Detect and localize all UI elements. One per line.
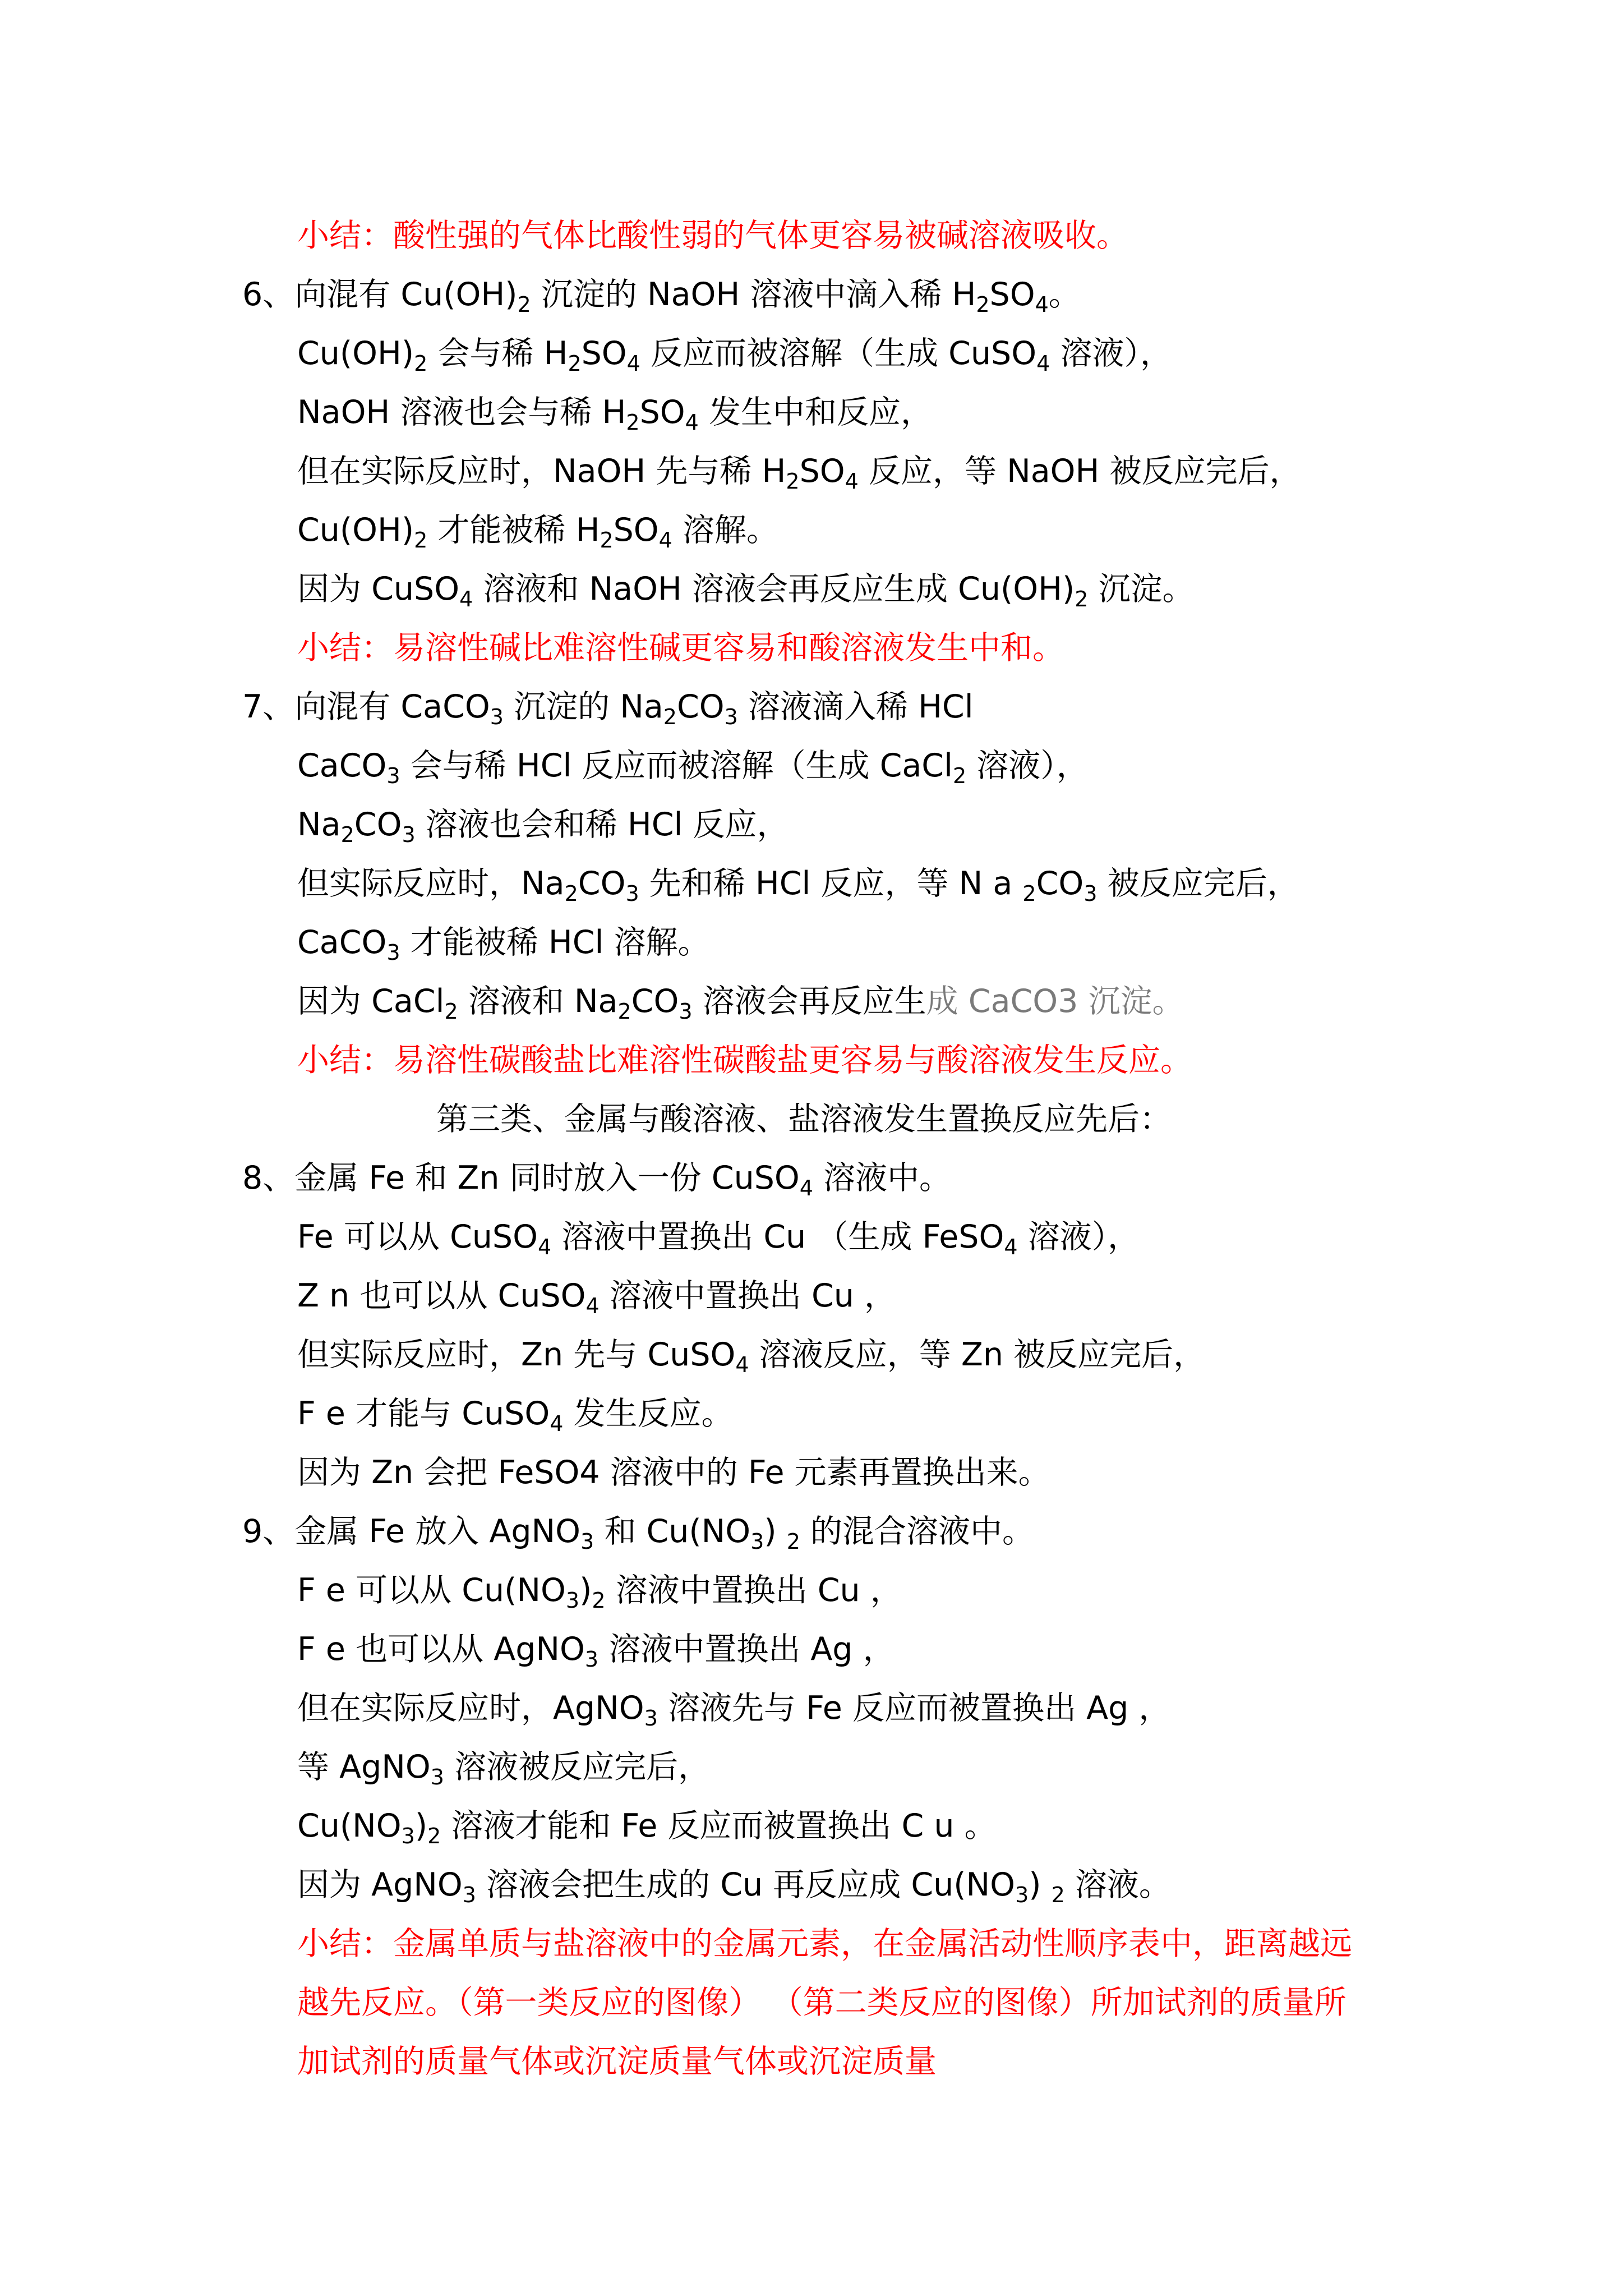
question-6-line-1: $Cu(OH)_2$ 会与稀 $H_2SO_4$ 反应而被溶解（生成 CuSO$_4$ 溶液）， xyxy=(297,335,1172,376)
summary-line-9a: 小结：金属单质与盐溶液中的金属元素，在金属活动性顺序表中，距离越远 xyxy=(297,1925,1352,1962)
question-7-heading: 7、向混有 CaCO$_3$ 沉淀的 $Na_2CO_3$ 溶液滴入稀 HCl xyxy=(242,688,974,729)
question-9-line-6: 因为 AgNO$_3$ 溶液会把生成的 Cu 再反应成 $Cu(NO_3)$ $_2$ 溶液。 xyxy=(297,1866,1171,1907)
question-7-line-4: CaCO$_3$ 才能被稀 HCl 溶解。 xyxy=(297,924,710,965)
question-8-line-2: Z n 也可以从 CuSO$_4$ 溶液中置换出 Cu ， xyxy=(297,1277,896,1318)
question-9-line-4: 等 AgNO$_3$ 溶液被反应完后， xyxy=(297,1749,711,1789)
question-7-line-2: $Na_2CO_3$ 溶液也会和稀 HCl 反应， xyxy=(297,806,789,847)
question-9-heading: 9、金属 Fe 放入 AgNO$_3$ 和 $Cu(NO_3)$ $_2$ 的混合溶液中。 xyxy=(242,1513,1034,1554)
summary-line-7: 小结：易溶性碳酸盐比难溶性碳酸盐更容易与酸溶液发生反应。 xyxy=(297,1042,1192,1079)
question-9-line-5: $Cu(NO_3)_2$ 溶液才能和 Fe 反应而被置换出 C u 。 xyxy=(297,1807,997,1848)
summary-line-5: 小结：酸性强的气体比酸性弱的气体更容易被碱溶液吸收。 xyxy=(297,217,1128,254)
summary-line-9b: 越先反应。（第一类反应的图像） （第二类反应的图像）所加试剂的质量所 xyxy=(297,1984,1347,2021)
summary-line-6: 小结：易溶性碱比难溶性碱更容易和酸溶液发生中和。 xyxy=(297,629,1064,666)
question-6-heading: 6、向混有 $Cu(OH)_2$ 沉淀的 NaOH 溶液中滴入稀 $H_2SO_4$。 xyxy=(242,276,1081,317)
question-8-line-5: 因为 Zn 会把 FeSO4 溶液中的 Fe 元素再置换出来。 xyxy=(297,1454,1050,1491)
question-7-line-5: 因为 CaCl$_2$ 溶液和 $Na_2CO_3$ 溶液会再反应生成 CaCO3 沉淀。 xyxy=(297,983,1184,1024)
question-8-line-3: 但实际反应时，Zn 先与 CuSO$_4$ 溶液反应，等 Zn 被反应完后， xyxy=(297,1336,1206,1377)
question-6-line-2: NaOH 溶液也会与稀 $H_2SO_4$ 发生中和反应， xyxy=(297,394,933,435)
summary-line-9c: 加试剂的质量气体或沉淀质量气体或沉淀质量 xyxy=(297,2043,937,2080)
section-3-heading: 第三类、金属与酸溶液、盐溶液发生置换反应先后： xyxy=(436,1101,1172,1138)
question-6-line-3: 但在实际反应时，NaOH 先与稀 $H_2SO_4$ 反应，等 NaOH 被反应完后， xyxy=(297,453,1302,494)
question-9-line-3: 但在实际反应时，AgNO$_3$ 溶液先与 Fe 反应而被置换出 Ag ， xyxy=(297,1690,1171,1731)
question-9-line-1: F e 可以从 $Cu(NO_3)_2$ 溶液中置换出 Cu ， xyxy=(297,1572,902,1613)
question-8-heading: 8、金属 Fe 和 Zn 同时放入一份 CuSO$_4$ 溶液中。 xyxy=(242,1159,952,1200)
question-6-line-5: 因为 CuSO$_4$ 溶液和 NaOH 溶液会再反应生成 $Cu(OH)_2$ 沉淀。 xyxy=(297,570,1195,611)
question-8-line-1: Fe 可以从 CuSO$_4$ 溶液中置换出 Cu （生成 FeSO$_4$ 溶液）， xyxy=(297,1218,1140,1259)
question-7-line-1: CaCO$_3$ 会与稀 HCl 反应而被溶解（生成 CaCl$_2$ 溶液）， xyxy=(297,747,1089,788)
question-7-line-3: 但实际反应时，$Na_2CO_3$ 先和稀 HCl 反应，等 N a $_2CO_3$ 被反应完后， xyxy=(297,865,1299,906)
question-8-line-4: F e 才能与 CuSO$_4$ 发生反应。 xyxy=(297,1395,734,1436)
question-6-line-4: $Cu(OH)_2$ 才能被稀 $H_2SO_4$ 溶解。 xyxy=(297,512,778,553)
question-9-line-2: F e 也可以从 AgNO$_3$ 溶液中置换出 Ag ， xyxy=(297,1631,895,1672)
